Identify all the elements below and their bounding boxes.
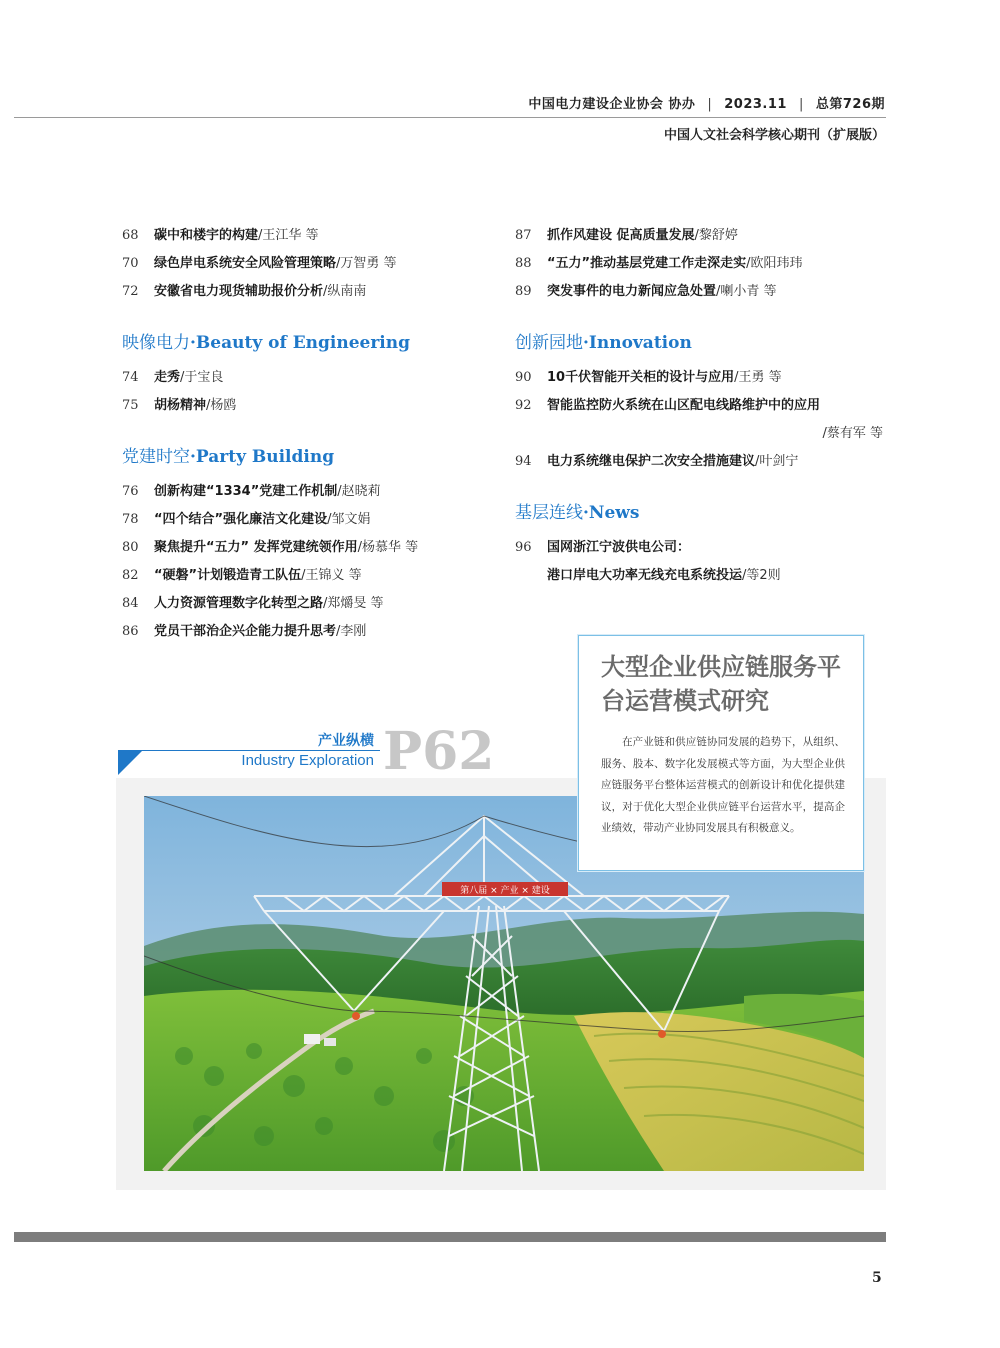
toc-page-number: 89 bbox=[515, 284, 532, 299]
toc-entry[interactable]: 94 电力系统继电保护二次安全措施建议/叶剑宁 bbox=[515, 454, 799, 469]
toc-group bbox=[122, 364, 492, 420]
toc-entry[interactable]: 90 10千伏智能开关柜的设计与应用/王勇 等 bbox=[515, 370, 782, 385]
toc-page-number: 87 bbox=[515, 228, 532, 243]
toc-title: 走秀 bbox=[154, 370, 181, 385]
toc-page-number: 82 bbox=[122, 568, 139, 583]
toc-title: 安徽省电力现货辅助报价分析 bbox=[154, 284, 324, 299]
toc-author: /杨慕华 等 bbox=[357, 540, 419, 555]
toc-page-number: 80 bbox=[122, 540, 139, 555]
tower-banner-text: 第八届 × 产业 × 建设 bbox=[460, 886, 550, 896]
toc-title: 突发事件的电力新闻应急处置 bbox=[547, 284, 717, 299]
toc-author: /于宝良 bbox=[180, 370, 224, 385]
co-organizer: 中国电力建设企业协会 协办 bbox=[528, 97, 696, 112]
toc-entry[interactable] bbox=[122, 534, 492, 562]
blue-triangle-icon bbox=[118, 751, 142, 775]
toc-author: /郑爝旻 等 bbox=[323, 596, 384, 611]
toc-entry[interactable] bbox=[515, 278, 885, 306]
toc-title: 创新构建“1334”党建工作机制 bbox=[154, 484, 338, 499]
feature-page-number[interactable]: P62 bbox=[383, 721, 495, 782]
toc-title: 胡杨精神 bbox=[154, 398, 207, 413]
toc-left-column bbox=[122, 222, 492, 646]
toc-author: /李刚 bbox=[336, 624, 367, 639]
masthead-info bbox=[528, 93, 885, 112]
separator: | bbox=[707, 97, 713, 112]
toc-author: /王锦义 等 bbox=[301, 568, 362, 583]
toc-page-number: 74 bbox=[122, 370, 139, 385]
toc-entry[interactable] bbox=[122, 250, 492, 278]
toc-title: 抓作风建设 促高质量发展 bbox=[547, 228, 695, 243]
toc-author: /万智勇 等 bbox=[336, 256, 397, 271]
toc-title: 聚焦提升“五力” 发挥党建统领作用 bbox=[154, 540, 358, 555]
header-rule bbox=[14, 117, 886, 118]
toc-title: “五力”推动基层党建工作走深走实 bbox=[547, 256, 747, 271]
feature-label-en: Industry Exploration bbox=[241, 752, 374, 769]
feature-section-label[interactable] bbox=[118, 727, 380, 777]
toc-page-number: 70 bbox=[122, 256, 139, 271]
toc-entry[interactable] bbox=[122, 364, 492, 392]
toc-entry[interactable] bbox=[122, 506, 492, 534]
section-title-party[interactable]: 党建时空·Party Building bbox=[122, 447, 335, 467]
core-journal-note: 中国人文社会科学核心期刊（扩展版） bbox=[663, 128, 885, 143]
toc-entry[interactable]: 92 智能监控防火系统在山区配电线路维护中的应用 bbox=[515, 398, 821, 413]
toc-page-number: 78 bbox=[122, 512, 139, 527]
toc-entry[interactable] bbox=[515, 250, 885, 278]
toc-group bbox=[515, 222, 885, 306]
toc-author: /黎舒婷 bbox=[694, 228, 738, 243]
toc-author: /邹文娟 bbox=[327, 512, 371, 527]
toc-page-number: 84 bbox=[122, 596, 139, 611]
toc-entry-continuation[interactable]: 港口岸电大功率无线充电系统投运/等2则 bbox=[547, 568, 781, 583]
toc-author: /纵南南 bbox=[323, 284, 367, 299]
toc-entry[interactable]: 96 国网浙江宁波供电公司： bbox=[515, 540, 691, 555]
toc-entry[interactable] bbox=[122, 618, 492, 646]
toc-entry[interactable] bbox=[122, 562, 492, 590]
feature-label-cn: 产业纵横 bbox=[318, 733, 374, 749]
toc-page-number: 86 bbox=[122, 624, 139, 639]
label-rule bbox=[118, 750, 380, 751]
toc-page-number: 72 bbox=[122, 284, 139, 299]
toc-entry[interactable] bbox=[122, 222, 492, 250]
section-title-beauty[interactable]: 映像电力·Beauty of Engineering bbox=[122, 333, 411, 353]
toc-group bbox=[122, 222, 492, 306]
toc-page-number: 88 bbox=[515, 256, 532, 271]
feature-article-abstract: 在产业链和供应链协同发展的趋势下，从组织、服务、股本、数字化发展模式等方面，为大型企业供应链服务平台整体运营模式的创新设计和优化提供建议，对于优化大型企业供应链平台运营水平，提高企业绩效，带动产业协同发展具有积极意义。 bbox=[601, 736, 845, 834]
section-title-news[interactable]: 基层连线·News bbox=[515, 503, 640, 523]
feature-article-title: 大型企业供应链服务平台运营模式研究 bbox=[601, 652, 841, 715]
toc-entry-author-line: /蔡有军 等 bbox=[822, 426, 883, 441]
toc-title: “四个结合”强化廉洁文化建设 bbox=[154, 512, 328, 527]
toc-group bbox=[515, 364, 885, 476]
toc-title: “硬磐”计划锻造青工队伍 bbox=[154, 568, 302, 583]
toc-title: 人力资源管理数字化转型之路 bbox=[154, 596, 324, 611]
toc-title: 碳中和楼宇的构建 bbox=[154, 228, 259, 243]
toc-title: 党员干部治企兴企能力提升思考 bbox=[154, 624, 337, 639]
toc-page-number: 75 bbox=[122, 398, 139, 413]
toc-entry[interactable] bbox=[122, 392, 492, 420]
feature-article-box[interactable] bbox=[578, 635, 864, 871]
toc-author: /杨鸥 bbox=[206, 398, 237, 413]
toc-right-column bbox=[515, 222, 885, 590]
issue-date: 2023.11 bbox=[724, 97, 787, 112]
separator: | bbox=[798, 97, 804, 112]
toc-entry[interactable] bbox=[122, 478, 492, 506]
toc-author: /赵晓莉 bbox=[337, 484, 381, 499]
toc-author: /欧阳玮玮 bbox=[746, 256, 803, 271]
toc-entry[interactable] bbox=[515, 222, 885, 250]
section-title-innovation[interactable]: 创新园地·Innovation bbox=[515, 333, 692, 353]
toc-group bbox=[122, 478, 492, 646]
toc-entry[interactable] bbox=[122, 590, 492, 618]
toc-author: /王江华 等 bbox=[258, 228, 319, 243]
toc-page-number: 76 bbox=[122, 484, 139, 499]
footer-bar bbox=[14, 1232, 886, 1242]
toc-group bbox=[515, 534, 885, 590]
toc-author: /喇小青 等 bbox=[716, 284, 777, 299]
issue-number: 总第726期 bbox=[815, 97, 885, 112]
toc-entry[interactable] bbox=[122, 278, 492, 306]
toc-title: 绿色岸电系统安全风险管理策略 bbox=[154, 256, 337, 271]
page-number: 5 bbox=[872, 1270, 882, 1286]
toc-page-number: 68 bbox=[122, 228, 139, 243]
